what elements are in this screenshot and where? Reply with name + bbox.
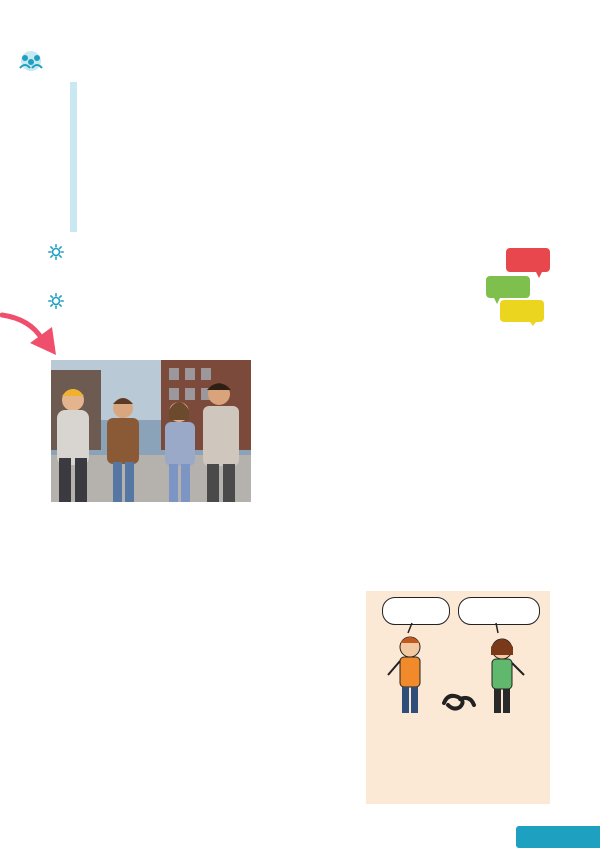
- cartoon-box: [366, 591, 550, 804]
- decorative-dots-top: [0, 0, 600, 14]
- exercise-box: [70, 76, 550, 236]
- cartoon-illustration: [366, 591, 550, 721]
- pink-arrow-icon: [0, 305, 70, 357]
- decorative-dots-bottom: [0, 816, 600, 826]
- badge-3: [500, 300, 544, 326]
- photo-space: [20, 355, 265, 503]
- group-people-icon: [14, 50, 48, 72]
- main-paragraph-1: [20, 355, 550, 503]
- numbered-badges: [484, 246, 554, 326]
- badge-1: [506, 248, 550, 278]
- sun-bullet-icon: [48, 244, 64, 260]
- exercise-side-bar: [70, 82, 77, 232]
- badge-2: [486, 276, 530, 304]
- task-header: [12, 50, 592, 74]
- page-number: [516, 826, 600, 848]
